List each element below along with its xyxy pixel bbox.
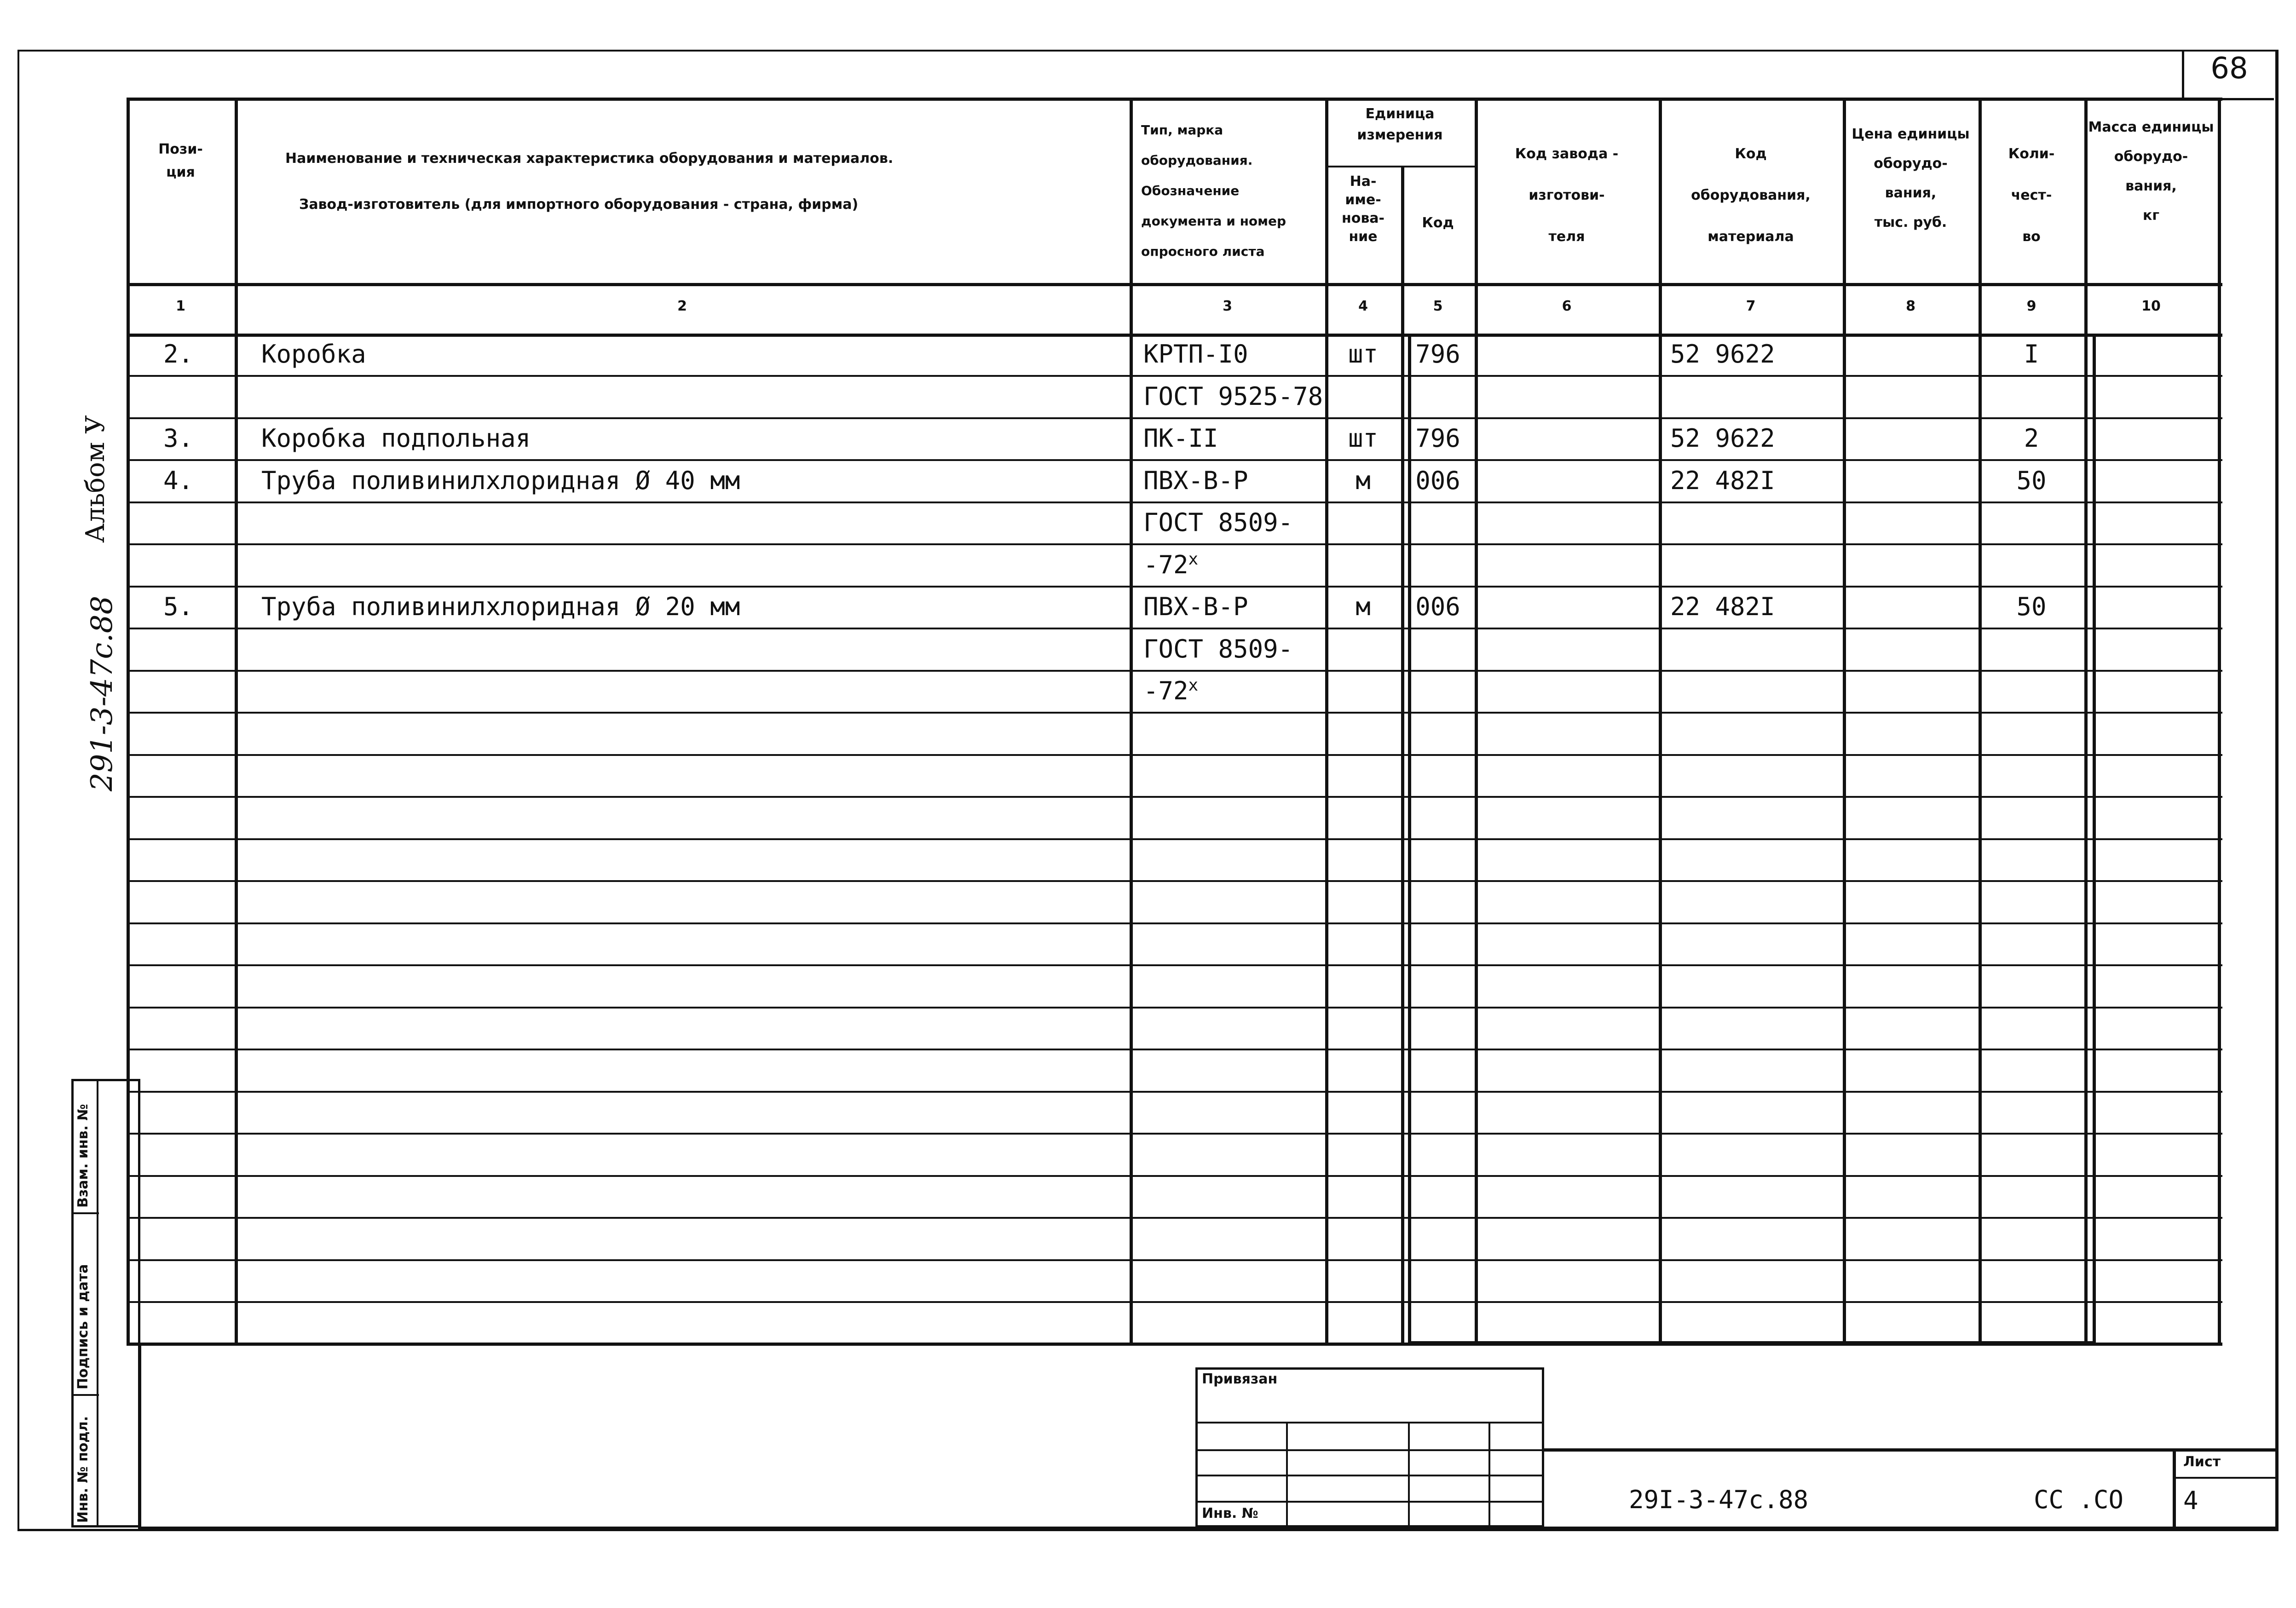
hdr-name-1: Наименование и техническая характеристика оборудования и материалов. [285,150,894,167]
cell-name: Коробка подпольная [261,424,531,453]
header-bottom-line [127,283,2222,286]
privyazan-col-1 [1286,1422,1288,1527]
colnum-6: 6 [1562,298,1572,314]
privyazan-line-1 [1195,1422,1544,1424]
hdr-position: Пози- ция [158,141,203,180]
side-label-vzam: Взам. инв. № [75,1104,91,1208]
cell-name: Труба поливинилхлоридная Ø 20 мм [261,592,740,621]
hdr-name-2: Завод-изготовитель (для импортного оборудования - страна, фирма) [299,196,859,213]
cell-type: ГОСТ 9525-78 [1143,382,1323,411]
cell-type: -72$^x$ [1143,676,1199,705]
cell-pos: 2. [163,340,194,369]
cell-qty: 50 [2016,466,2047,495]
cell-unit: м [1356,592,1371,621]
colnum-7: 7 [1746,298,1756,314]
col-line-1 [235,98,238,1344]
cell-code: 52 9622 [1670,340,1775,369]
privyazan-col-3 [1488,1422,1490,1527]
colnum-1: 1 [176,298,185,314]
hdr-quantity: Коли- чест- во [2008,146,2055,245]
cell-type: ГОСТ 8509- [1143,508,1293,537]
cell-unit-code: 796 [1415,340,1460,369]
privyazan-line-3 [1195,1475,1544,1476]
cell-type: ПВХ-В-Р [1143,466,1248,495]
cell-unit-code: 006 [1415,592,1460,621]
cell-qty: 50 [2016,592,2047,621]
cell-unit: шт [1348,424,1379,453]
cell-type: КРТП-I0 [1143,340,1248,369]
cell-name: Коробка [261,340,366,369]
cell-code: 22 482I [1670,592,1775,621]
superscript-mark: x [1188,550,1199,569]
side-stamp-sep-1 [71,1212,99,1214]
frame-left-line [17,50,19,1531]
hdr-type: Тип, марка оборудования. Обозначение документа и номер опросного листа [1141,122,1286,259]
privyazan-col-2 [1408,1422,1410,1527]
side-stamp-sep-2 [71,1394,99,1396]
cell-name: Труба поливинилхлоридная Ø 40 мм [261,466,740,495]
title-block-top [1544,1448,2278,1452]
cell-type: ПК-II [1143,424,1218,453]
cell-qty: I [2024,340,2039,369]
colnum-9: 9 [2026,298,2036,314]
cell-pos: 5. [163,592,194,621]
colnum-3: 3 [1223,298,1232,314]
cell-code: 22 482I [1670,466,1775,495]
side-stamp-divider [97,1079,98,1527]
sheet-label-line [2173,1477,2278,1479]
col-line-10 [2218,98,2221,1344]
stamp-left-line [138,1343,141,1527]
table-top-line [127,98,2222,101]
cell-type: -72$^x$ [1143,550,1199,579]
unit-group-line [1325,166,1475,167]
side-label-inv: Инв. № подл. [75,1416,91,1523]
hdr-factory-code: Код завода - изготови- теля [1515,146,1619,245]
hdr-unit-name: На- име- нова- ние [1341,173,1385,245]
colnum-8: 8 [1906,298,1915,314]
album-label: Альбом У [81,415,110,543]
privyazan-line-4 [1195,1501,1544,1503]
hdr-price: Цена единицы оборудо- вания, тыс. руб. [1852,126,1970,231]
col-line-0 [127,98,130,1344]
hdr-mass: Масса единицы оборудо- вания, кг [2088,119,2214,224]
sheet-col-line [2173,1448,2176,1527]
hdr-unit-code: Код [1422,215,1454,231]
cell-code: 52 9622 [1670,424,1775,453]
inv-no-label: Инв. № [1202,1505,1258,1522]
cell-unit-code: 006 [1415,466,1460,495]
cell-unit: м [1356,466,1371,495]
cell-type: ГОСТ 8509- [1143,634,1293,663]
privyazan-label: Привязан [1202,1371,1278,1387]
handwritten-doc-code: 291-3-47с.88 [85,595,119,791]
sheet-label: Лист [2183,1454,2221,1470]
table-bottom-line [127,1343,2222,1346]
colnum-2: 2 [677,298,687,314]
cell-type: ПВХ-В-Р [1143,592,1248,621]
hdr-equipment-code: Код оборудования, материала [1691,146,1811,245]
privyazan-box [1195,1367,1544,1527]
privyazan-line-2 [1195,1449,1544,1451]
colnum-4: 4 [1358,298,1368,314]
frame-right-line [2275,50,2279,1531]
hdr-unit-group: Единица измерения [1357,106,1443,143]
sheet-number: 4 [2183,1486,2198,1515]
doc-mark: СС .СО [2034,1485,2124,1514]
cell-unit: шт [1348,340,1379,369]
cell-unit-code: 796 [1415,424,1460,453]
doc-designation: 29I-3-47с.88 [1629,1485,1809,1514]
page-number: 68 [2210,52,2248,86]
cell-qty: 2 [2024,424,2039,453]
side-label-podpis: Подпись и дата [75,1264,91,1389]
col-line-2 [1130,98,1133,1344]
superscript-mark: x [1188,676,1199,695]
cell-pos: 3. [163,424,194,453]
colnum-5: 5 [1433,298,1443,314]
colnum-10: 10 [2141,298,2161,314]
col-line-3 [1325,98,1328,1344]
cell-pos: 4. [163,466,194,495]
